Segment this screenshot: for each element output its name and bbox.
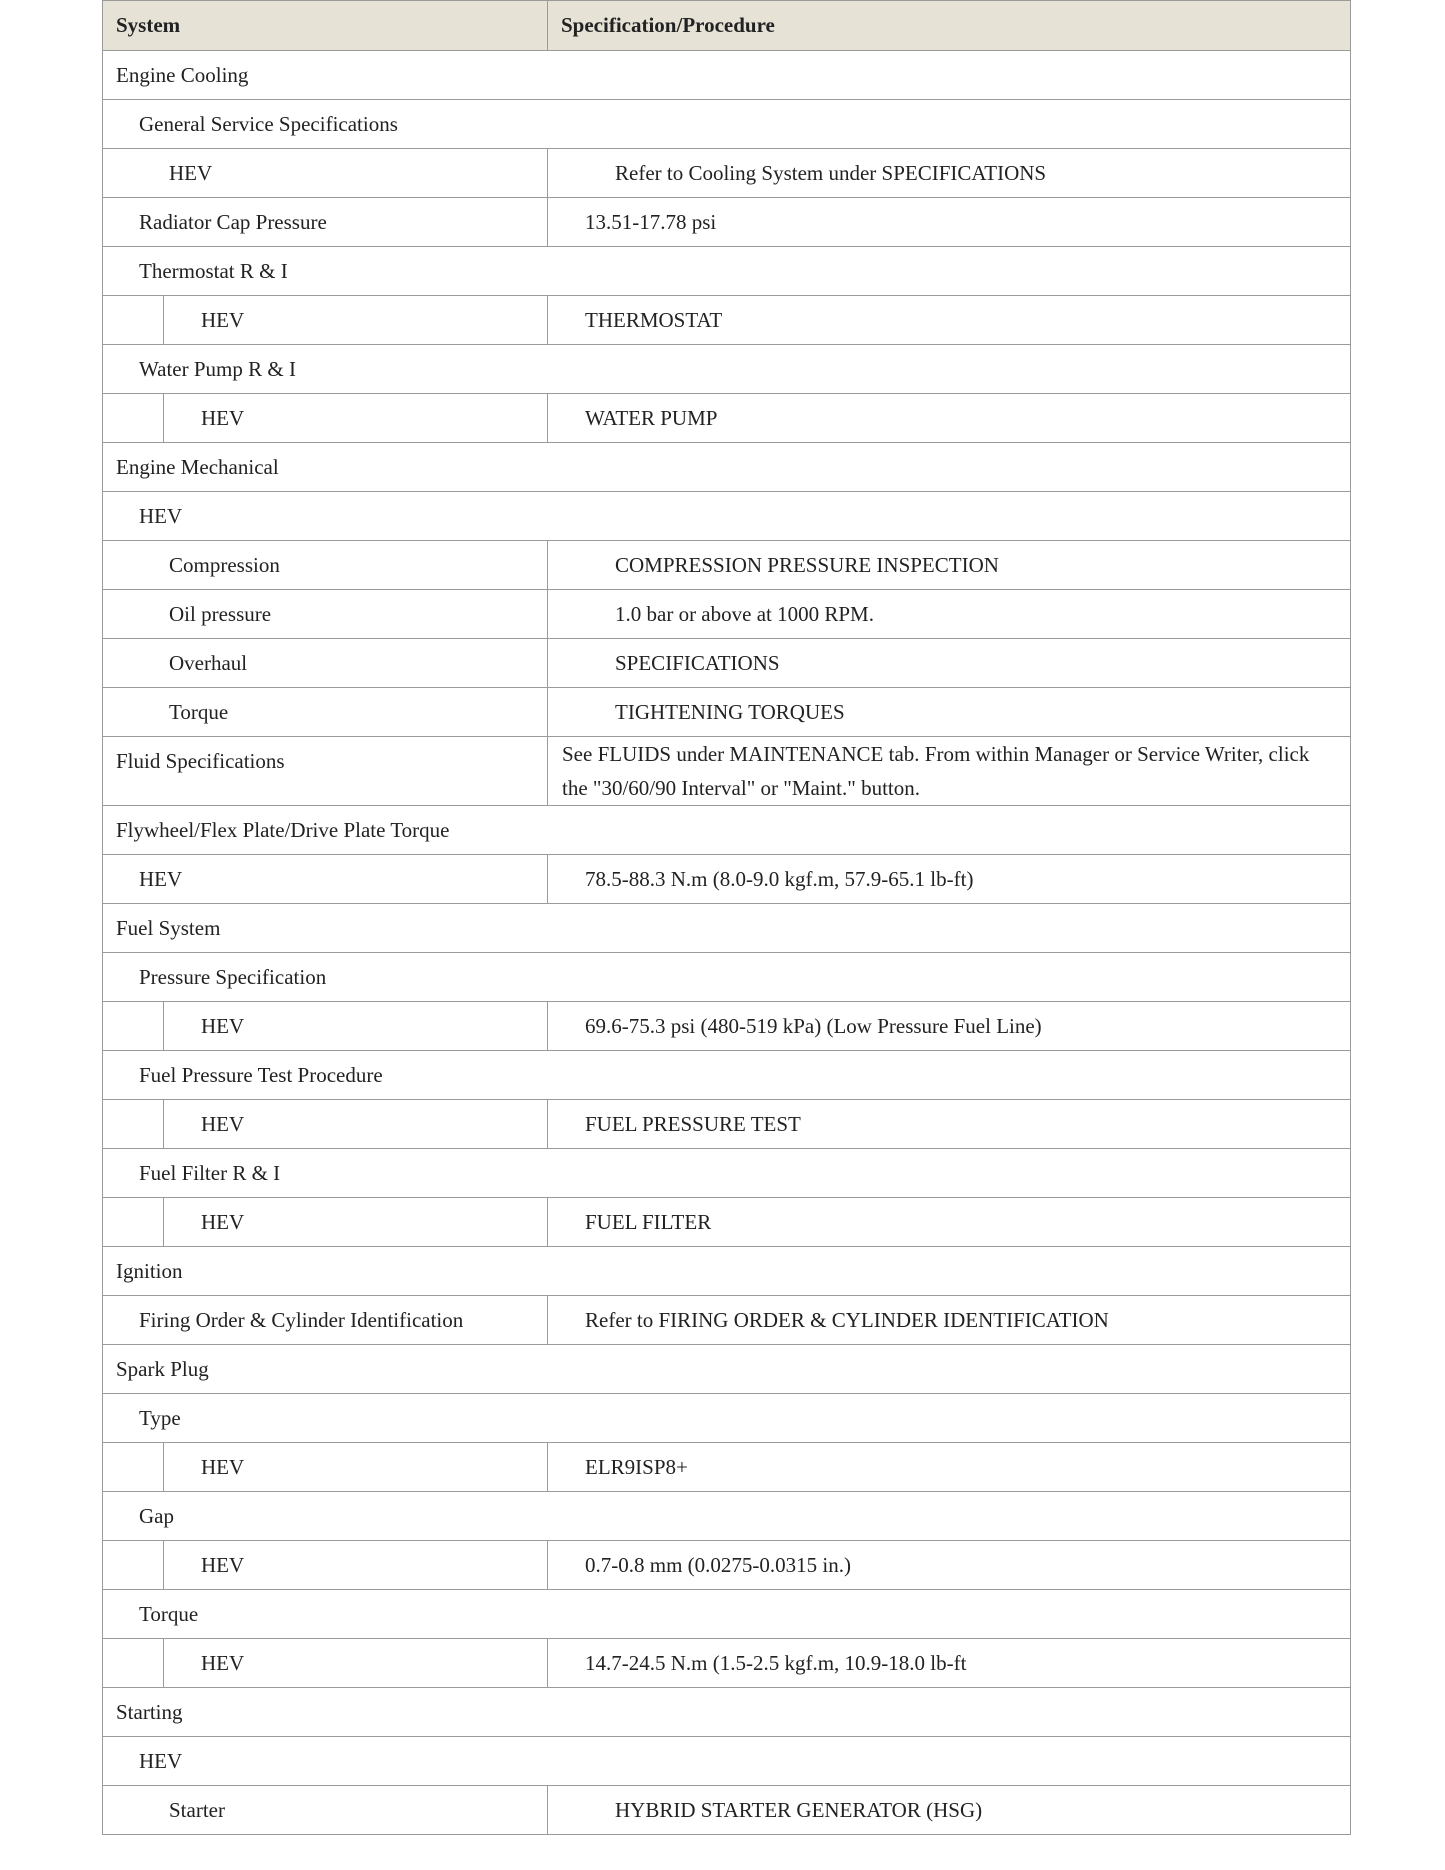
indent-gutter <box>103 296 164 344</box>
indent-gutter <box>103 1100 164 1148</box>
spec-cell: 14.7-24.5 N.m (1.5-2.5 kgf.m, 10.9-18.0 lb-ft <box>548 1639 1351 1688</box>
nested-cell <box>103 296 547 344</box>
spec-cell: 1.0 bar or above at 1000 RPM. <box>548 590 1351 639</box>
section-label: Flywheel/Flex Plate/Drive Plate Torque <box>103 806 1351 855</box>
table-row <box>103 639 1351 688</box>
spec-cell: 69.6-75.3 psi (480-519 kPa) (Low Pressure Fuel Line) <box>548 1002 1351 1051</box>
spec-cell: TIGHTENING TORQUES <box>548 688 1351 737</box>
table-row <box>103 1443 1351 1492</box>
table-body <box>103 51 1351 1835</box>
system-cell: Radiator Cap Pressure <box>103 198 548 247</box>
section-label: Ignition <box>103 1247 1351 1296</box>
section-label: Spark Plug <box>103 1345 1351 1394</box>
table-row <box>103 51 1351 100</box>
spec-cell: WATER PUMP <box>548 394 1351 443</box>
table-row <box>103 149 1351 198</box>
nested-cell <box>103 1639 547 1687</box>
section-label: Starting <box>103 1688 1351 1737</box>
table-row <box>103 590 1351 639</box>
table-row <box>103 1492 1351 1541</box>
table-row <box>103 855 1351 904</box>
spec-cell: Refer to FIRING ORDER & CYLINDER IDENTIFICATION <box>548 1296 1351 1345</box>
item-label: HEV <box>201 308 245 332</box>
system-cell: HEV <box>103 855 548 904</box>
system-cell <box>103 1198 548 1247</box>
nested-cell <box>103 1002 547 1050</box>
table-row <box>103 492 1351 541</box>
spec-cell: THERMOSTAT <box>548 296 1351 345</box>
spec-cell: 13.51-17.78 psi <box>548 198 1351 247</box>
table-row <box>103 296 1351 345</box>
indent-gutter <box>103 1198 164 1246</box>
system-cell <box>103 1443 548 1492</box>
spec-cell: HYBRID STARTER GENERATOR (HSG) <box>548 1786 1351 1835</box>
nested-cell <box>103 1541 547 1589</box>
table-row <box>103 1345 1351 1394</box>
system-cell <box>103 1541 548 1590</box>
item-label: HEV <box>201 1553 245 1577</box>
spec-cell: FUEL FILTER <box>548 1198 1351 1247</box>
system-cell: Fluid Specifications <box>103 737 548 806</box>
table-row <box>103 688 1351 737</box>
system-cell <box>103 394 548 443</box>
table-row <box>103 737 1351 806</box>
system-cell: Oil pressure <box>103 590 548 639</box>
system-cell <box>103 1100 548 1149</box>
spec-cell: Refer to Cooling System under SPECIFICATIONS <box>548 149 1351 198</box>
subsection-label: Torque <box>103 1590 1351 1639</box>
subsection-label: Pressure Specification <box>103 953 1351 1002</box>
column-header-system: System <box>103 1 548 51</box>
table-row <box>103 1002 1351 1051</box>
table-row <box>103 1296 1351 1345</box>
table-header-row <box>103 1 1351 51</box>
subsection-label: Thermostat R & I <box>103 247 1351 296</box>
item-label: HEV <box>201 1014 245 1038</box>
table-row <box>103 1541 1351 1590</box>
spec-cell: FUEL PRESSURE TEST <box>548 1100 1351 1149</box>
table-row <box>103 198 1351 247</box>
table-row <box>103 443 1351 492</box>
indent-gutter <box>103 1002 164 1050</box>
section-label: Fuel System <box>103 904 1351 953</box>
system-cell: Overhaul <box>103 639 548 688</box>
table-row <box>103 1051 1351 1100</box>
system-cell <box>103 1639 548 1688</box>
spec-cell: SPECIFICATIONS <box>548 639 1351 688</box>
subsection-label: HEV <box>103 1737 1351 1786</box>
item-label: HEV <box>201 406 245 430</box>
system-cell <box>103 1002 548 1051</box>
table-row <box>103 806 1351 855</box>
indent-gutter <box>103 1639 164 1687</box>
table-row <box>103 1688 1351 1737</box>
spec-cell: ELR9ISP8+ <box>548 1443 1351 1492</box>
nested-cell <box>103 1100 547 1148</box>
subsection-label: Fuel Filter R & I <box>103 1149 1351 1198</box>
table-row <box>103 1247 1351 1296</box>
table-row <box>103 541 1351 590</box>
table-row <box>103 1590 1351 1639</box>
system-cell: HEV <box>103 149 548 198</box>
table-row <box>103 1149 1351 1198</box>
system-cell: Starter <box>103 1786 548 1835</box>
nested-cell <box>103 394 547 442</box>
table-row <box>103 904 1351 953</box>
spec-cell: 78.5-88.3 N.m (8.0-9.0 kgf.m, 57.9-65.1 lb-ft) <box>548 855 1351 904</box>
spec-cell: See FLUIDS under MAINTENANCE tab. From within Manager or Service Writer, click the "30/60/90 Interval" or "Maint." button. <box>548 737 1351 806</box>
item-label: HEV <box>201 1210 245 1234</box>
table-row <box>103 394 1351 443</box>
system-cell: Firing Order & Cylinder Identification <box>103 1296 548 1345</box>
system-cell <box>103 296 548 345</box>
spec-cell: COMPRESSION PRESSURE INSPECTION <box>548 541 1351 590</box>
section-label: Engine Cooling <box>103 51 1351 100</box>
subsection-label: HEV <box>103 492 1351 541</box>
table-row <box>103 1394 1351 1443</box>
table-row <box>103 345 1351 394</box>
table-row <box>103 1786 1351 1835</box>
table-row <box>103 100 1351 149</box>
table-row <box>103 247 1351 296</box>
table-row <box>103 953 1351 1002</box>
indent-gutter <box>103 394 164 442</box>
table-row <box>103 1100 1351 1149</box>
table-row <box>103 1737 1351 1786</box>
nested-cell <box>103 1198 547 1246</box>
system-cell: Compression <box>103 541 548 590</box>
item-label: HEV <box>201 1455 245 1479</box>
column-header-spec: Specification/Procedure <box>548 1 1351 51</box>
subsection-label: Gap <box>103 1492 1351 1541</box>
nested-cell <box>103 1443 547 1491</box>
spec-table <box>102 0 1351 1835</box>
indent-gutter <box>103 1443 164 1491</box>
spec-cell: 0.7-0.8 mm (0.0275-0.0315 in.) <box>548 1541 1351 1590</box>
item-label: HEV <box>201 1651 245 1675</box>
table-row <box>103 1198 1351 1247</box>
system-cell: Torque <box>103 688 548 737</box>
section-label: Engine Mechanical <box>103 443 1351 492</box>
subsection-label: General Service Specifications <box>103 100 1351 149</box>
subsection-label: Fuel Pressure Test Procedure <box>103 1051 1351 1100</box>
indent-gutter <box>103 1541 164 1589</box>
item-label: HEV <box>201 1112 245 1136</box>
table-row <box>103 1639 1351 1688</box>
subsection-label: Type <box>103 1394 1351 1443</box>
subsection-label: Water Pump R & I <box>103 345 1351 394</box>
